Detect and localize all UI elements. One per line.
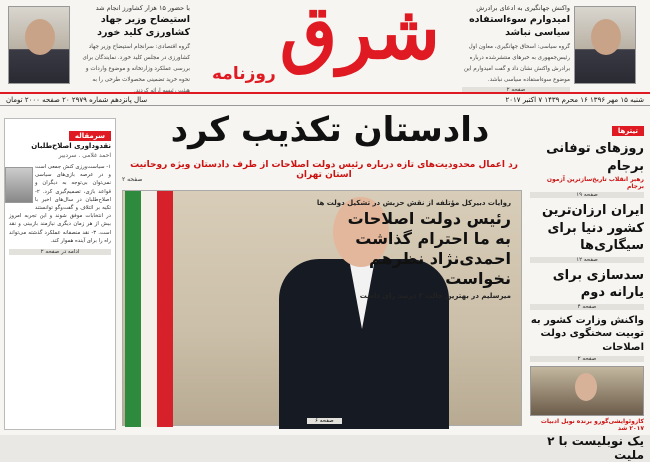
right-tease-headline: امیدوارم سوءاستفاده سیاسی نباشد	[469, 13, 570, 38]
logo-subtext: روزنامه	[212, 64, 276, 84]
right-tease[interactable]	[462, 4, 570, 98]
left-tease-kicker: با حضور ۱۵ هزار کشاورز انجام شد	[95, 4, 190, 12]
right-tease-page-ref: صفحه ۲	[462, 87, 570, 94]
photo-quote[interactable]	[306, 199, 511, 300]
editorial-author: احمد غلامی . سردبیر	[58, 152, 111, 159]
headlines-sidebar	[530, 118, 644, 462]
left-tease[interactable]	[82, 4, 190, 95]
date-info: شنبه ۱۵ مهر ۱۳۹۶ ۱۶ محرم ۱۴۳۹ ۷ اکتبر ۲۰۱۷	[505, 96, 644, 104]
quote-foot: میرسلیم در بهترین حالت ۳ درصد رای داشت	[359, 292, 511, 300]
main-page-ref: صفحه ۲	[122, 176, 143, 183]
left-tease-body: گروه اقتصادی: سرانجام استیضاح وزیر جهاد کشاورزی در مجلس کلید خورد. نمایندگان برای بررسی عملکرد وزارتخانه و موضوع واردات و نحوه خرید تضمینی محصولات طرحی را به هیئت رئیسه ارائه کردند.	[82, 44, 190, 94]
left-tease-headline: استیضاح وزیر جهاد کشاورزی کلید خورد	[97, 13, 190, 38]
quote-line: به ما احترام گذاشت	[355, 229, 511, 248]
logo-text: شرق	[279, 0, 440, 76]
sidebar-item-page-ref: صفحه ۱۲	[530, 257, 644, 263]
author-photo	[5, 167, 33, 203]
photo-page-ref: صفحه ۶	[307, 418, 342, 424]
sidebar-item-page-ref: صفحه ۲	[530, 356, 644, 362]
right-tease-kicker: واکنش جهانگیری به ادعای برادرش	[476, 4, 570, 12]
right-tease-body: گروه سیاسی: اسحاق جهانگیری، معاون اول رئیس‌جمهوری به خبرهای منتشرشده درباره برادرش واکنش نشان داد و گفت امیدوارم این موضوع سوءاستفاده سیاسی نباشد.	[464, 44, 570, 83]
newspaper-logo	[210, 2, 446, 84]
sidebar-item-title[interactable]: سدسازی برای یارانه دوم	[552, 267, 644, 301]
main-photo	[122, 190, 522, 426]
minister-portrait	[8, 6, 70, 84]
main-headline[interactable]: دادستان تکذیب کرد	[170, 110, 490, 150]
issue-info: سال پانزدهم شماره ۲۹۷۹ ۲۰ صفحه ۲۰۰۰ تومان	[6, 96, 148, 104]
quote-line: احمدی‌نژاد نظرهم نخواست	[368, 249, 511, 288]
quote-line: رئیس دولت اصلاحات	[347, 209, 511, 228]
sidebar-tag: تیترها	[612, 126, 644, 136]
quote-kicker: روایات دبیرکل مؤتلفه از نقش حزبش در تشکیل دولت ها	[316, 199, 511, 207]
main-subheadline: رد اعمال محدودیت‌های تازه درباره رئیس دولت اصلاحات از طرف دادستان ویژه روحانیت استان تهران	[130, 160, 518, 180]
editorial-title[interactable]: نقدوداوری اصلاح‌طلبان	[31, 142, 111, 150]
sidebar-item-title[interactable]: ایران ارزان‌ترین کشور دنیا برای سیگاری‌ها	[541, 203, 644, 254]
editorial-tag: سرمقاله	[69, 131, 111, 141]
dateline	[0, 92, 650, 106]
sidebar-item-title[interactable]: واکنش وزارت کشور به توبیت سخنگوی دولت اصلاحات	[530, 314, 644, 353]
sidebar-item-kicker: رهبر انقلاب تاریخ‌سازترین آزمون برجام	[546, 176, 644, 191]
sidebar-item-page-ref: صفحه ۴	[530, 304, 644, 310]
nobel-headline[interactable]: یک نوبلیست با ۲ ملیت	[547, 434, 644, 462]
editorial-page-ref: ادامه در صفحه ۲	[9, 249, 111, 255]
masthead	[0, 0, 650, 96]
sidebar-item-page-ref: صفحه ۱۹	[530, 192, 644, 198]
nobel-kicker: کازوئوایشی‌گورو برنده نوبل ادبیات ۲۰۱۷ شد	[540, 418, 644, 433]
editorial-body: ۱- سیاست‌ورزی کنش جمعی است و در عرصه بازی‌های سیاسی نمی‌توان بی‌توجه به دیگران و قواعد بازی، تصمیم‌گیری کرد. ۲- اصلاح‌طلبان در سال‌های اخیر با تکیه بر ائتلاف و گفت‌وگو توانستند در انتخابات موفق شوند و این تجربه امروز بیش از هر زمان دیگری نیازمند بازبینی و نقد است. ۳- نقد منصفانه عملکرد گذشته می‌تواند راه را برای آینده هموار کند.	[9, 164, 112, 244]
writer-photo	[530, 366, 644, 416]
iran-flag-image	[125, 191, 173, 427]
vice-president-portrait	[574, 6, 636, 84]
sidebar-item-title[interactable]: روزهای توفانی برجام	[546, 141, 644, 174]
editorial-column	[4, 118, 116, 430]
